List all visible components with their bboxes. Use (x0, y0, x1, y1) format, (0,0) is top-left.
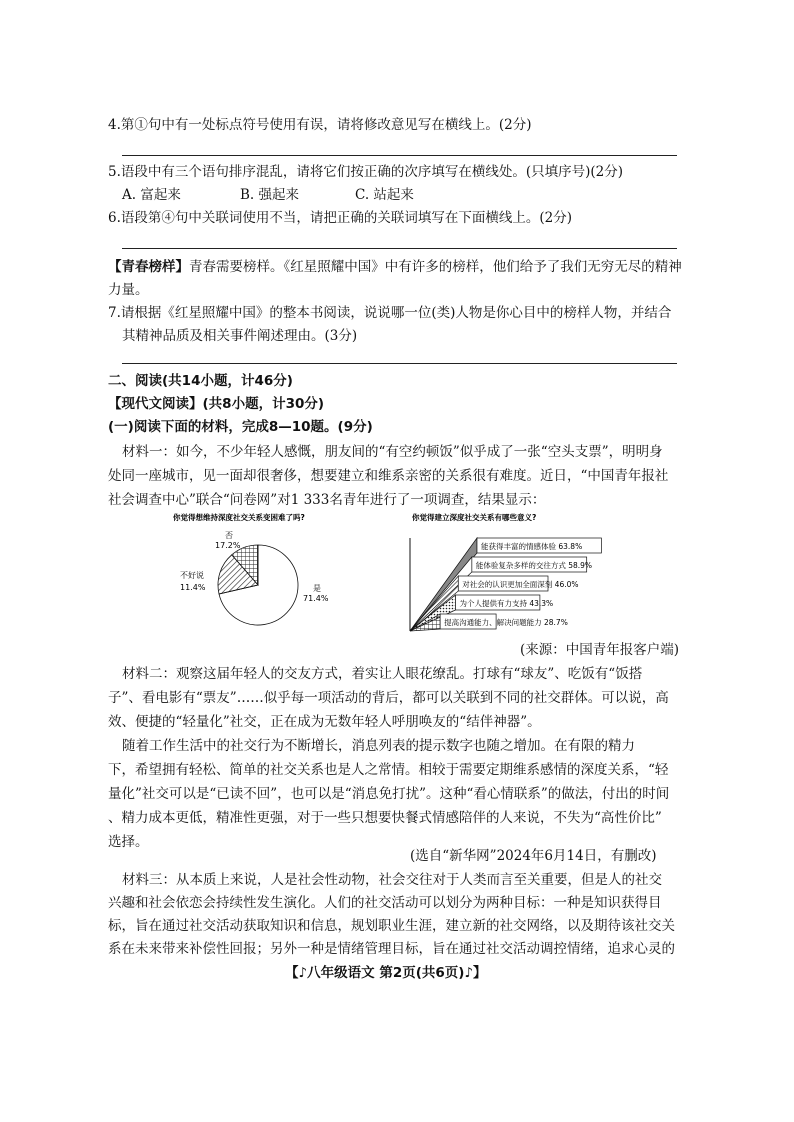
q5-option-b: B. 强起来 (240, 187, 300, 203)
material1-line3: 社会调查中心”联合“问卷网”对1 333名青年进行了一项调查，结果显示： (108, 492, 546, 508)
material1-line2: 处同一座城市，见一面却很奢侈，想要建立和维系亲密的关系很有难度。近日，“中国青年报社 (108, 468, 669, 484)
source-1: (来源：中国青年报客户端) (520, 642, 680, 658)
bar-chart (400, 508, 625, 638)
question-4: 4.第①句中有一处标点符号使用有误，请将修改意见写在横线上。(2分) (108, 117, 532, 133)
material3-line3: 标，旨在通过社交活动获取知识和信息，规划职业生涯，建立新的社交网络，以及期待该社交关 (108, 918, 675, 934)
bar-label-4: 为个人提供有力支持 43.3% (459, 599, 554, 608)
modern-reading-heading: 【现代文阅读】(共8小题，计30分) (108, 396, 325, 412)
pie-label-yes: 是 (313, 584, 321, 593)
material1-line1: 材料一：如今，不少年轻人感慨，朋友间的“有空约顿饭”似乎成了一张“空头支票”，明明身 (122, 444, 663, 460)
question-6: 6.语段第④句中关联词使用不当，请把正确的关联词填写在下面横线上。(2分) (108, 210, 573, 226)
source-2: (选自“新华网”2024年6月14日，有删改) (410, 848, 657, 864)
youth-tag: 【青春榜样】 (108, 259, 189, 275)
material3-line4: 系在未来带来补偿性回报；另外一种是情绪管理目标，旨在通过社交活动调控情绪，追求心灵的 (108, 941, 675, 957)
material2-line5: 下，希望拥有轻松、简单的社交关系也是人之常情。相较于需要定期维系感情的深度关系，“轻 (108, 762, 669, 778)
answer-line-7 (122, 363, 677, 364)
youth-intro: 青春需要榜样。《红星照耀中国》中有许多的榜样，他们给予了我们无穷无尽的精神 (189, 259, 682, 275)
question-7-cont: 其精神品质及相关事件阐述理由。(3分) (122, 328, 358, 344)
material2-line6: 量化”社交可以是“已读不回”，也可以是“消息免打扰”。这种“看心情联系”的做法，付出的时间 (108, 786, 670, 802)
q5-option-c: C. 站起来 (355, 187, 414, 203)
pie-value-yes: 71.4% (303, 594, 329, 603)
pie-chart (165, 508, 365, 643)
part1-heading: (一)阅读下面的材料，完成8—10题。(9分) (108, 419, 373, 435)
pie-value-no: 17.2% (215, 541, 241, 550)
bar-title: 你觉得建立深度社交关系有哪些意义? (412, 513, 537, 522)
material2-line2: 子”、看电影有“票友”……似乎每一项活动的背后，都可以关联到不同的社交群体。可以说，高 (108, 690, 669, 706)
bar-label-1: 能获得丰富的情感体验 63.8% (480, 542, 583, 551)
pie-label-no: 否 (225, 531, 233, 540)
material2-line4: 随着工作生活中的社交行为不断增长，消息列表的提示数字也随之增加。在有限的精力 (122, 738, 635, 754)
question-5: 5.语段中有三个语句排序混乱，请将它们按正确的次序填写在横线处。(只填序号)(2分) (108, 164, 624, 180)
answer-line-6 (122, 248, 677, 249)
question-7: 7.请根据《红星照耀中国》的整本书阅读，说说哪一位(类)人物是你心目中的榜样人物，并结合 (108, 305, 672, 321)
youth-intro-cont: 力量。 (108, 282, 149, 298)
material3-line2: 兴趣和社会依恋会持续性发生演化。人们的社交活动可以划分为两种目标：一种是知识获得目 (108, 895, 662, 911)
bar-label-2: 能体验复杂多样的交往方式 58.9% (475, 561, 593, 570)
answer-line-4 (122, 155, 677, 156)
material2-line1: 材料二：观察这届年轻人的交友方式，着实让人眼花缭乱。打球有“球友”、吃饭有“饭搭 (122, 666, 643, 682)
pie-title: 你觉得想维持深度社交关系变困难了吗? (173, 513, 305, 522)
material3-line1: 材料三：从本质上来说，人是社会性动物，社会交往对于人类而言至关重要，但是人的社交 (122, 872, 662, 888)
pie-value-unsure: 11.4% (180, 583, 206, 592)
bar-label-3: 对社会的认识更加全面深刻 46.0% (462, 580, 579, 589)
pie-label-unsure: 不好说 (180, 571, 204, 580)
section-reading: 二、阅读(共14小题，计46分) (108, 373, 293, 389)
material2-line3: 效、便捷的“轻量化”社交，正在成为无数年轻人呼朋唤友的“结伴神器”。 (108, 714, 541, 730)
bar-label-5: 提高沟通能力、解决问题能力 28.7% (444, 618, 568, 627)
q5-option-a: A. 富起来 (122, 187, 181, 203)
material2-line7: 、精力成本更低，精准性更强，对于一些只想要快餐式情感陪伴的人来说，不失为“高性价比” (108, 810, 662, 826)
page-footer: 【♪八年级语文 第2页(共6页)♪】 (285, 965, 487, 981)
material2-line8: 选择。 (108, 834, 149, 850)
